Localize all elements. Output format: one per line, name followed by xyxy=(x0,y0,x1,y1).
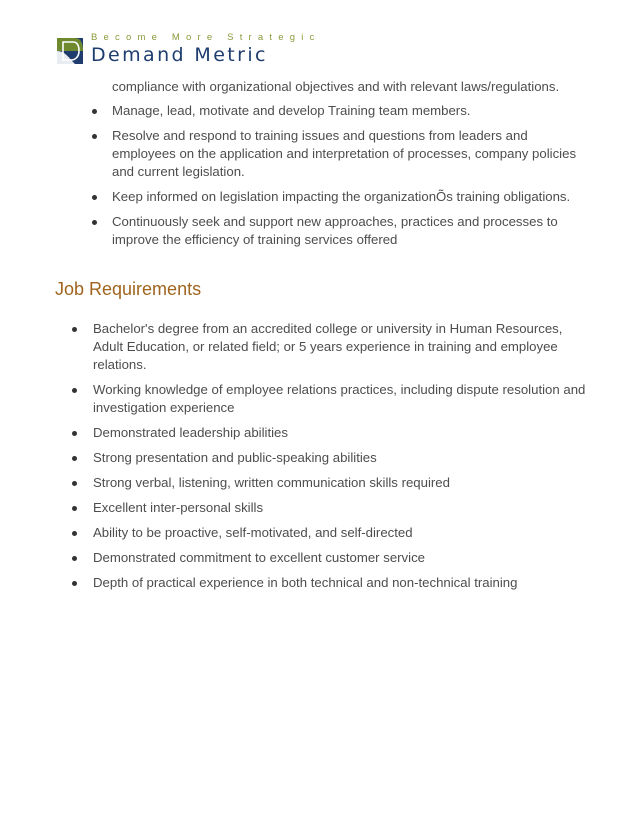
logo-wordmark: Demand Metric xyxy=(91,44,268,66)
list-item xyxy=(92,102,592,120)
bullet-icon xyxy=(92,220,97,225)
bullet-icon xyxy=(92,134,97,139)
list-item-text: Excellent inter-personal skills xyxy=(93,500,264,515)
responsibilities-list xyxy=(92,102,592,256)
requirements-list xyxy=(72,320,592,599)
bullet-icon xyxy=(92,195,97,200)
logo-mark-icon xyxy=(55,36,85,66)
list-item-text: Continuously seek and support new approaches, practices and processes to improve the efficiency of training services offered xyxy=(112,214,558,247)
responsibility-continuation: compliance with organizational objectives and with relevant laws/regulations. xyxy=(112,79,560,94)
list-item xyxy=(72,381,592,417)
bullet-icon xyxy=(72,531,77,536)
bullet-icon xyxy=(92,109,97,114)
list-item-text: Resolve and respond to training issues and questions from leaders and employees on the application and interpretation of processes, company policies and current legislation. xyxy=(112,128,577,179)
list-item xyxy=(72,474,592,492)
list-item xyxy=(92,188,592,206)
list-item-text: Strong presentation and public-speaking abilities xyxy=(93,450,377,465)
list-item-text: Strong verbal, listening, written communication skills required xyxy=(93,475,450,490)
bullet-icon xyxy=(72,456,77,461)
list-item xyxy=(72,499,592,517)
list-item xyxy=(72,424,592,442)
list-item xyxy=(72,320,592,374)
list-item-text: Working knowledge of employee relations practices, including dispute resolution and investigation experience xyxy=(93,382,586,415)
list-item xyxy=(72,524,592,542)
list-item-text: Manage, lead, motivate and develop Training team members. xyxy=(112,103,471,118)
bullet-icon xyxy=(72,506,77,511)
list-item xyxy=(72,449,592,467)
list-item xyxy=(72,549,592,567)
bullet-icon xyxy=(72,581,77,586)
list-item-text: Depth of practical experience in both technical and non-technical training xyxy=(93,575,518,590)
section-heading-job-requirements: Job Requirements xyxy=(55,279,202,299)
bullet-icon xyxy=(72,388,77,393)
list-item-text: Demonstrated commitment to excellent customer service xyxy=(93,550,426,565)
bullet-icon xyxy=(72,481,77,486)
logo-tagline: Become More Strategic xyxy=(91,32,321,43)
bullet-icon xyxy=(72,431,77,436)
list-item xyxy=(92,213,592,249)
list-item-text: Keep informed on legislation impacting the organizationÕs training obligations. xyxy=(112,189,571,204)
list-item xyxy=(92,127,592,181)
list-item xyxy=(72,574,592,592)
demand-metric-logo xyxy=(55,32,321,72)
bullet-icon xyxy=(72,556,77,561)
bullet-icon xyxy=(72,327,77,332)
list-item-text: Ability to be proactive, self-motivated, and self-directed xyxy=(93,525,413,540)
list-item-text: Demonstrated leadership abilities xyxy=(93,425,288,440)
list-item-text: Bachelor's degree from an accredited college or university in Human Resources, Adult Education, or related field; or 5 years experience in training and employee relations. xyxy=(93,321,563,372)
